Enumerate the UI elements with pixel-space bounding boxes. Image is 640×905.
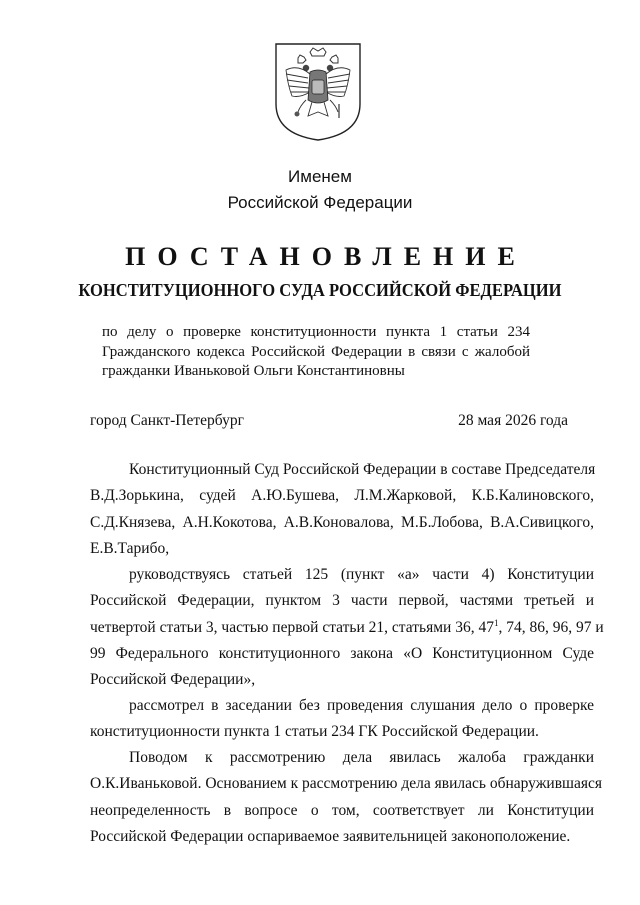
paragraph-line: Е.В.Тарибо, — [90, 539, 170, 557]
paragraph-line: О.К.Иваньковой. Основанием к рассмотрению дела явилась обнаружившаяся — [90, 775, 602, 793]
paragraph-composition — [90, 457, 594, 562]
paragraph-legal-basis — [90, 562, 604, 693]
paragraph-considered — [90, 693, 594, 746]
paragraph-line: Российской Федерации оспариваемое заявительницей законоположение. — [90, 827, 571, 845]
case-line: гражданки Иваньковой Ольги Константиновны — [102, 363, 405, 379]
date-of-decision: 28 мая 2026 года — [458, 412, 568, 429]
paragraph-line: руководствуясь статьей 125 (пункт «а» части 4) Конституции — [129, 566, 594, 583]
paragraph-line: рассмотрел в заседании без проведения слушания дело о проверке — [129, 697, 594, 714]
document-title: ПОСТАНОВЛЕНИЕ — [125, 242, 527, 271]
paragraph-line: Конституционный Суд Российской Федерации в составе Председателя — [129, 461, 596, 478]
paragraph-text: четвертой статьи 3, частью первой статьи 21, статьями 36, 47 — [90, 618, 494, 636]
paragraph-line: В.Д.Зорькина, судей А.Ю.Бушева, Л.М.Жарковой, К.Б.Калиновского, — [90, 487, 594, 505]
case-description — [102, 323, 530, 382]
header-in-the-name: Именем — [288, 167, 352, 186]
paragraph-line: неопределенность в вопросе о том, соответствует ли Конституции — [90, 801, 594, 819]
paragraph-text: , 74, 86, 96, 97 и — [498, 618, 604, 636]
paragraph-line: С.Д.Князева, А.Н.Кокотова, А.В.Коновалова, М.Б.Лобова, В.А.Сивицкого, — [90, 513, 594, 531]
paragraph-grounds — [90, 745, 602, 850]
header-russian-federation: Российской Федерации — [227, 193, 413, 212]
paragraph-line: Российской Федерации, пунктом 3 части первой, частями третьей и — [90, 592, 594, 610]
case-line: по делу о проверке конституционности пункта 1 статьи 234 — [102, 324, 530, 340]
paragraph-line: конституционности пункта 1 статьи 234 ГК Российской Федерации. — [90, 723, 539, 741]
paragraph-line: 99 Федерального конституционного закона «О Конституционном Суде — [90, 644, 594, 662]
place-of-decision: город Санкт-Петербург — [90, 412, 244, 429]
paragraph-line — [90, 615, 604, 641]
case-line: Гражданского кодекса Российской Федерации в связи с жалобой — [102, 343, 530, 360]
document-subtitle: КОНСТИТУЦИОННОГО СУДА РОССИЙСКОЙ ФЕДЕРАЦИИ — [78, 280, 562, 300]
article-superscript: 1 — [493, 617, 499, 628]
paragraph-line: Поводом к рассмотрению дела явилась жалоба гражданки — [129, 749, 594, 766]
paragraph-line: Российской Федерации», — [90, 671, 256, 689]
coat-of-arms-emblem — [270, 42, 366, 142]
